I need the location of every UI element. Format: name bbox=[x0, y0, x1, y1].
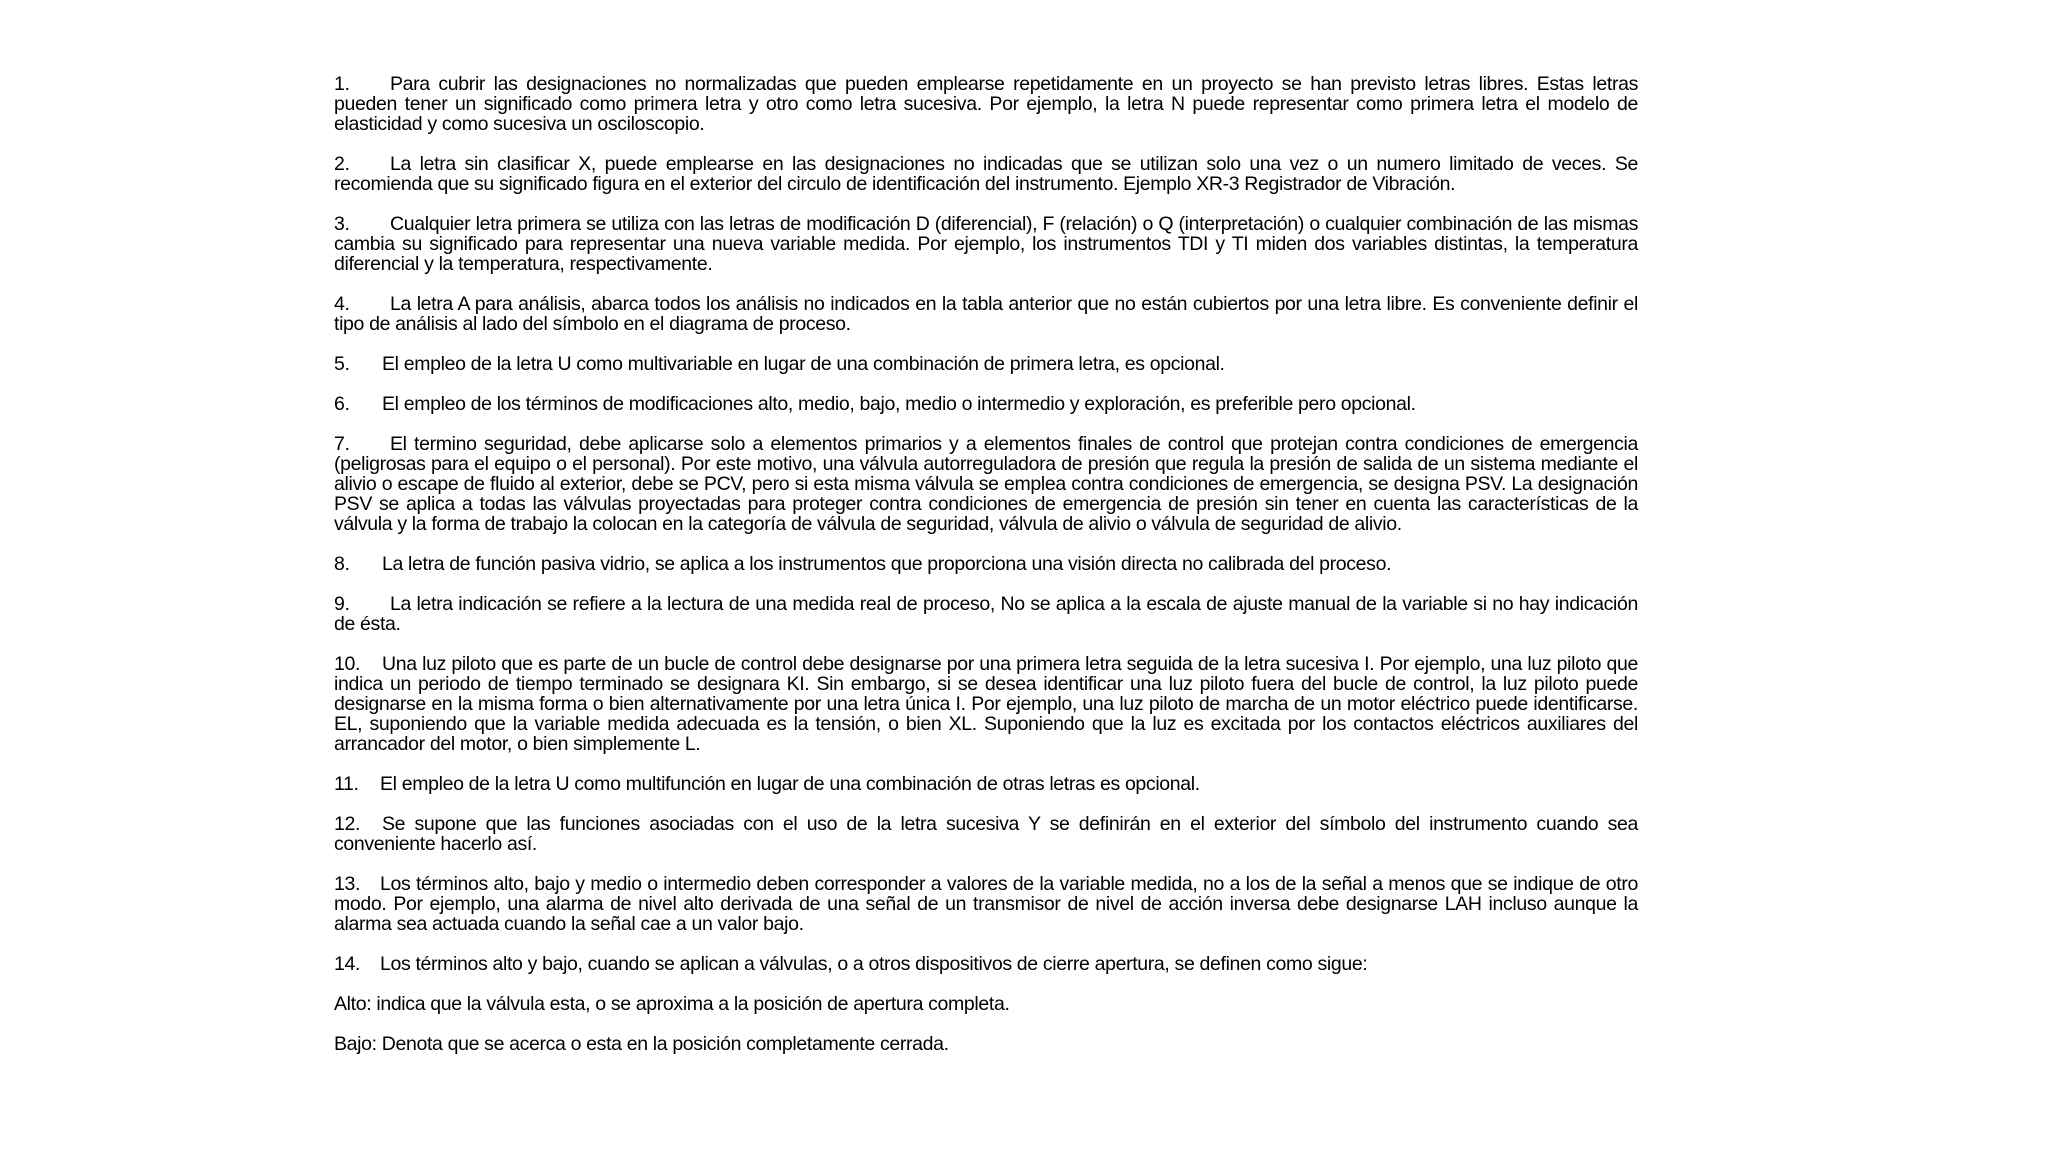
note-number: 13. bbox=[334, 873, 361, 895]
note-text: El empleo de los términos de modificaciones alto, medio, bajo, medio o intermedio y exploración, es preferible pero opcional. bbox=[382, 393, 1416, 415]
note-7 bbox=[334, 434, 1638, 534]
note-14 bbox=[334, 954, 1638, 974]
note-number: 8. bbox=[334, 553, 350, 575]
note-text: El termino seguridad, debe aplicarse solo a elementos primarios y a elementos finales de control que protejan contra condiciones de emergencia (peligrosas para el equipo o el personal). Por este motivo, una válvula autorreguladora de presión que regula la presión de salida de un sistema mediante el alivio o escape de fluido al exterior, debe se PCV, pero si esta misma válvula se emplea contra condiciones de emergencia, se designa PSV. La designación PSV se aplica a todas las válvulas proyectadas para proteger contra condiciones de emergencia de presión sin tener en cuenta las características de la válvula y la forma de trabajo la colocan en la categoría de válvula de seguridad, válvula de alivio o válvula de seguridad de alivio. bbox=[334, 433, 1638, 535]
note-text: La letra indicación se refiere a la lectura de una medida real de proceso, No se aplica a la escala de ajuste manual de la variable si no hay indicación de ésta. bbox=[334, 593, 1638, 635]
note-8 bbox=[334, 554, 1638, 574]
note-11 bbox=[334, 774, 1638, 794]
note-number: 5. bbox=[334, 353, 350, 375]
note-5 bbox=[334, 354, 1638, 374]
note-number: 1. bbox=[334, 73, 350, 95]
definition-alto: Alto: indica que la válvula esta, o se aproxima a la posición de apertura completa. bbox=[334, 993, 1010, 1015]
note-text: La letra A para análisis, abarca todos los análisis no indicados en la tabla anterior que no están cubiertos por una letra libre. Es conveniente definir el tipo de análisis al lado del símbolo en el diagrama de proceso. bbox=[334, 293, 1638, 335]
note-number: 11. bbox=[334, 773, 359, 795]
note-text: La letra de función pasiva vidrio, se aplica a los instrumentos que proporciona una visión directa no calibrada del proceso. bbox=[382, 553, 1392, 575]
note-text: Para cubrir las designaciones no normalizadas que pueden emplearse repetidamente en un proyecto se han previsto letras libres. Estas letras pueden tener un significado como primera letra y otro como letra sucesiva. Por ejemplo, la letra N puede representar como primera letra el modelo de elasticidad y como sucesiva un osciloscopio. bbox=[334, 73, 1638, 135]
note-text: Los términos alto y bajo, cuando se aplican a válvulas, o a otros dispositivos de cierre apertura, se definen como sigue: bbox=[380, 953, 1368, 975]
note-text: Se supone que las funciones asociadas con el uso de la letra sucesiva Y se definirán en el exterior del símbolo del instrumento cuando sea conveniente hacerlo así. bbox=[334, 813, 1638, 855]
note-text: Los términos alto, bajo y medio o intermedio deben corresponder a valores de la variable medida, no a los de la señal a menos que se indique de otro modo. Por ejemplo, una alarma de nivel alto derivada de una señal de un transmisor de nivel de acción inversa debe designarse LAH incluso aunque la alarma sea actuada cuando la señal cae a un valor bajo. bbox=[334, 873, 1638, 935]
note-text: Una luz piloto que es parte de un bucle de control debe designarse por una primera letra seguida de la letra sucesiva I. Por ejemplo, una luz piloto que indica un periodo de tiempo terminado se designara KI. Sin embargo, si se desea identificar una luz piloto fuera del bucle de control, la luz piloto puede designarse en la misma forma o bien alternativamente por una letra única I. Por ejemplo, una luz piloto de marcha de un motor eléctrico puede identificarse. EL, suponiendo que la variable medida adecuada es la tensión, o bien XL. Suponiendo que la luz es excitada por los contactos eléctricos auxiliares del arrancador del motor, o bien simplemente L. bbox=[334, 653, 1638, 755]
note-2 bbox=[334, 154, 1638, 194]
note-number: 9. bbox=[334, 593, 350, 615]
notes-document bbox=[334, 74, 1638, 1074]
note-13 bbox=[334, 874, 1638, 934]
note-text: La letra sin clasificar X, puede emplearse en las designaciones no indicadas que se utilizan solo una vez o un numero limitado de veces. Se recomienda que su significado figura en el exterior del circulo de identificación del instrumento. Ejemplo XR-3 Registrador de Vibración. bbox=[334, 153, 1638, 195]
note-text: El empleo de la letra U como multifunción en lugar de una combinación de otras letras es opcional. bbox=[380, 773, 1200, 795]
note-text: Cualquier letra primera se utiliza con las letras de modificación D (diferencial), F (relación) o Q (interpretación) o cualquier combinación de las mismas cambia su significado para representar una nueva variable medida. Por ejemplo, los instrumentos TDI y TI miden dos variables distintas, la temperatura diferencial y la temperatura, respectivamente. bbox=[334, 213, 1638, 275]
note-number: 10. bbox=[334, 653, 361, 675]
note-number: 4. bbox=[334, 293, 350, 315]
definition-bajo: Bajo: Denota que se acerca o esta en la posición completamente cerrada. bbox=[334, 1033, 949, 1055]
note-number: 3. bbox=[334, 213, 350, 235]
note-number: 7. bbox=[334, 433, 350, 455]
note-10 bbox=[334, 654, 1638, 754]
note-4 bbox=[334, 294, 1638, 334]
note-number: 14. bbox=[334, 953, 361, 975]
note-12 bbox=[334, 814, 1638, 854]
note-text: El empleo de la letra U como multivariable en lugar de una combinación de primera letra, es opcional. bbox=[382, 353, 1225, 375]
note-6 bbox=[334, 394, 1638, 414]
note-3 bbox=[334, 214, 1638, 274]
note-1 bbox=[334, 74, 1638, 134]
note-number: 2. bbox=[334, 153, 350, 175]
note-9 bbox=[334, 594, 1638, 634]
note-number: 12. bbox=[334, 813, 361, 835]
note-number: 6. bbox=[334, 393, 350, 415]
